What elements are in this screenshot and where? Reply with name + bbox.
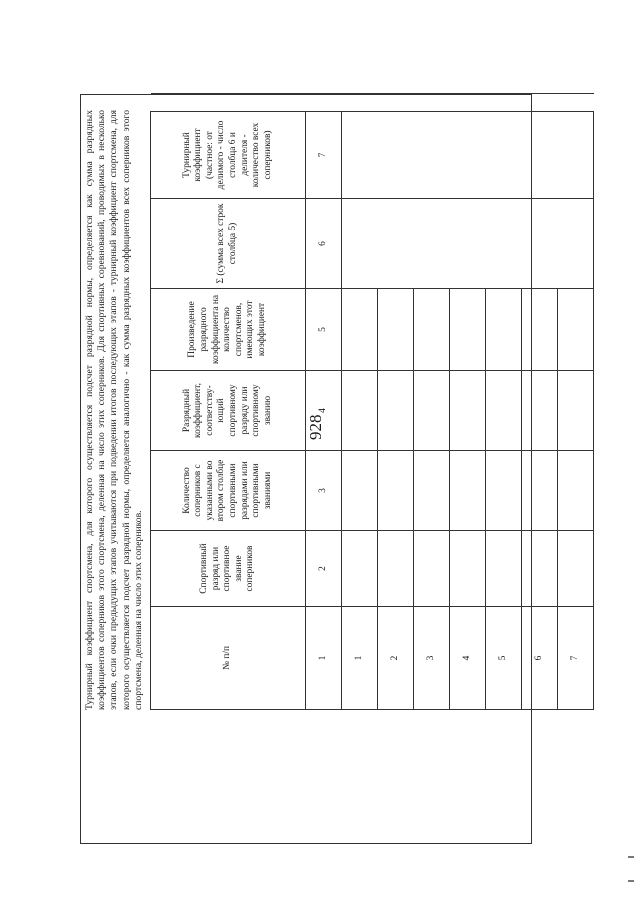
table-cell bbox=[558, 371, 594, 451]
table-cell bbox=[558, 451, 594, 531]
table-cell bbox=[414, 371, 450, 451]
table-cell bbox=[342, 371, 378, 451]
header-rank: Спортивный разряд или спортивное звание соперников bbox=[151, 531, 306, 607]
header-tournament-coefficient: Турнирный коэффициент (частное: от делимого - число столбца 6 и делителя - количество всех соперников) bbox=[151, 112, 306, 199]
row-number: 1 bbox=[342, 607, 378, 710]
column-number: 6 bbox=[306, 199, 342, 289]
table-cell bbox=[486, 289, 522, 371]
row-number: 7 bbox=[558, 607, 594, 710]
column-number: 5 bbox=[306, 289, 342, 371]
table-cell bbox=[414, 289, 450, 371]
description-paragraph: Турнирный коэффициент спортсмена, для которого осуществляется подсчет разрядной нормы, определяется как сумма разрядных коэффициентов соперников этого спортсмена, деленная на число этих соперников. Для спортивных соревнований, проводимых в несколько этапов, если очки предыдущих этапов учитываются при подведении итогов последующих этапов - турнирный коэффициент спортсмена, для которого осуществляется подсчет разрядной нормы, определяется аналогично - как сумма разрядных коэффициентов всех соперников этого спортсмена, деленная на число этих соперников. bbox=[84, 110, 144, 710]
header-row bbox=[151, 94, 306, 710]
table-cell bbox=[558, 531, 594, 607]
tournament-coefficient-cell bbox=[342, 112, 594, 199]
sum-cell bbox=[342, 199, 594, 289]
blank-column bbox=[151, 94, 594, 112]
column-number: 1 bbox=[306, 607, 342, 710]
row-number: 3 bbox=[414, 607, 450, 710]
rotated-content bbox=[80, 94, 580, 842]
table-cell bbox=[522, 531, 558, 607]
table-cell bbox=[522, 451, 558, 531]
column-number: 4 bbox=[306, 371, 342, 451]
table-cell bbox=[378, 531, 414, 607]
table-row bbox=[342, 94, 378, 710]
column-number-row bbox=[306, 94, 342, 710]
header-rank-coefficient: Разрядный коэффициент, соответству- ющий спортивному разряду или спортивному званию bbox=[151, 371, 306, 451]
header-count: Количество соперников с указанными во втором столбце спортивными разрядами или спортивными званиями bbox=[151, 451, 306, 531]
header-sum: Σ (сумма всех строк столбца 5) bbox=[151, 199, 306, 289]
header-number: № п/п bbox=[151, 607, 306, 710]
table-cell bbox=[486, 531, 522, 607]
table-cell bbox=[450, 451, 486, 531]
page-number: 928 bbox=[306, 414, 325, 440]
table-cell bbox=[558, 289, 594, 371]
row-number: 5 bbox=[486, 607, 522, 710]
table-cell bbox=[486, 371, 522, 451]
row-number: 2 bbox=[378, 607, 414, 710]
tournament-coefficient-table bbox=[150, 93, 594, 710]
scan-mark bbox=[628, 856, 634, 858]
table-cell bbox=[450, 289, 486, 371]
table-cell bbox=[450, 371, 486, 451]
table-cell bbox=[378, 451, 414, 531]
table-cell bbox=[378, 289, 414, 371]
header-product: Произведение разрядного коэффициента на количество спортсменов, имеющих этот коэффициент bbox=[151, 289, 306, 371]
table-cell bbox=[522, 289, 558, 371]
table-cell bbox=[486, 451, 522, 531]
scan-mark bbox=[628, 880, 634, 882]
table-cell bbox=[414, 451, 450, 531]
table-cell bbox=[450, 531, 486, 607]
column-number: 3 bbox=[306, 451, 342, 531]
table-cell bbox=[342, 531, 378, 607]
table-cell bbox=[378, 371, 414, 451]
table-cell bbox=[342, 289, 378, 371]
row-number: 4 bbox=[450, 607, 486, 710]
column-number: 7 bbox=[306, 112, 342, 199]
row-number: 6 bbox=[522, 607, 558, 710]
table-cell bbox=[414, 531, 450, 607]
table-cell bbox=[342, 451, 378, 531]
column-number: 2 bbox=[306, 531, 342, 607]
table-cell bbox=[522, 371, 558, 451]
